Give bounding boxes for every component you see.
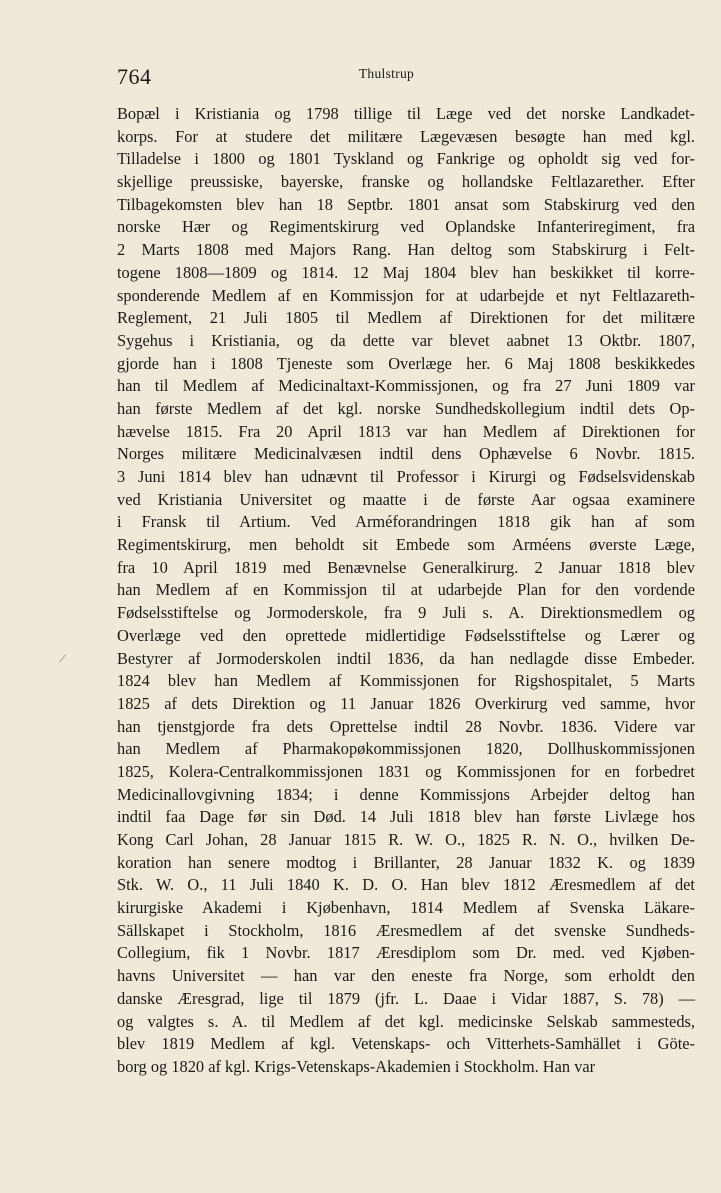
text-line: Bestyrer af Jormoderskolen indtil 1836, da han nedlagde disse Embeder. [117,648,695,668]
text-line: Reglement, 21 Juli 1805 til Medlem af Direktionen for det militære [117,308,695,328]
text-line: korps. For at studere det militære Lægevæsen besøgte han med kgl. [117,126,695,146]
text-line: han til Medlem af Medicinaltaxt-Kommissjonen, og fra 27 Juni 1809 var [117,376,695,396]
text-line: Regimentskirurg, men beholdt sit Embede som Arméens øverste Læge, [117,535,695,555]
text-line: han tjenstgjorde fra dets Oprettelse indtil 28 Novbr. 1836. Videre var [117,716,695,736]
text-line: sponderende Medlem af en Kommissjon for at udarbejde et nyt Feltlazareth- [117,285,695,305]
text-line: norske Hær og Regimentskirurg ved Oplandske Infanteriregiment, fra [117,217,695,237]
text-line: han første Medlem af det kgl. norske Sundhedskollegium indtil dets Op- [117,398,695,418]
text-line: han Medlem af Pharmakopøkommissjonen 1820, Dollhuskommissjonen [117,739,695,759]
text-line: Bopæl i Kristiania og 1798 tillige til Læge ved det norske Landkadet- [117,104,695,123]
text-line: 1825, Kolera-Centralkommissjonen 1831 og Kommissjonen for en forbedret [117,761,695,781]
text-line: 1824 blev han Medlem af Kommissjonen for Rigshospitalet, 5 Marts [117,671,695,691]
text-line: og valgtes s. A. til Medlem af det kgl. medicinske Selskab sammesteds, [117,1011,695,1031]
text-line: hævelse 1815. Fra 20 April 1813 var han Medlem af Direktionen for [117,421,695,441]
text-line: 2 Marts 1808 med Majors Rang. Han deltog som Stabskirurg i Felt- [117,240,695,260]
text-line: skjellige preussiske, bayerske, franske og hollandske Feltlazarether. Efter [117,172,695,192]
text-line: 3 Juni 1814 blev han udnævnt til Professor i Kirurgi og Fødselsvidenskab [117,467,695,486]
page-number: 764 [117,64,152,89]
text-line: Collegium, fik 1 Novbr. 1817 Æresdiplom som Dr. med. ved Kjøben- [117,943,695,963]
text-line: gjorde han i 1808 Tjeneste som Overlæge her. 6 Maj 1808 beskikkedes [117,353,695,373]
text-line: koration han senere modtog i Brillanter, 28 Januar 1832 K. og 1839 [117,852,695,872]
text-line: blev 1819 Medlem af kgl. Vetenskaps- och Vitterhets-Samhället i Göte- [117,1034,695,1054]
text-line: Norges militære Medicinalvæsen indtil dens Ophævelse 6 Novbr. 1815. [117,444,695,464]
text-line: togene 1808—1809 og 1814. 12 Maj 1804 blev han beskikket til korre- [117,262,695,282]
text-line: Medicinallovgivning 1834; i denne Kommissjons Arbejder deltog han [117,784,695,804]
text-line: Sygehus i Kristiania, og da dette var blevet aabnet 13 Oktbr. 1807, [117,330,695,350]
text-line: Sällskapet i Stockholm, 1816 Æresmedlem af det svenske Sundheds- [117,920,695,940]
body-text [117,103,695,1079]
stray-pencil-mark: / [57,651,67,668]
text-line: Tilladelse i 1800 og 1801 Tyskland og Fankrige og opholdt sig ved for- [117,149,695,169]
running-head: Thulstrup [358,66,415,81]
text-line: 1825 af dets Direktion og 11 Januar 1826 Overkirurg ved samme, hvor [117,693,695,713]
text-line: Tilbagekomsten blev han 18 Septbr. 1801 ansat som Stabskirurg ved den [117,194,695,214]
text-line: ved Kristiania Universitet og maatte i de første Aar ogsaa examinere [117,489,695,509]
text-line: havns Universitet — han var den eneste fra Norge, som erholdt den [117,966,695,986]
text-line: han Medlem af en Kommissjon til at udarbejde Plan for den vordende [117,580,695,600]
text-line: Stk. W. O., 11 Juli 1840 K. D. O. Han blev 1812 Æresmedlem af det [117,875,695,895]
text-line: kirurgiske Akademi i Kjøbenhavn, 1814 Medlem af Svenska Läkare- [117,898,695,918]
text-line: danske Æresgrad, lige til 1879 (jfr. L. Daae i Vidar 1887, S. 78) — [117,988,695,1008]
text-line: Overlæge ved den oprettede midlertidige Fødselsstiftelse og Lærer og [117,625,695,645]
text-line: fra 10 April 1819 med Benævnelse Generalkirurg. 2 Januar 1818 blev [117,557,695,577]
text-line: i Fransk til Artium. Ved Arméforandringen 1818 gik han af som [117,512,695,532]
text-line: borg og 1820 af kgl. Krigs-Vetenskaps-Akademien i Stockholm. Han var [117,1056,596,1076]
text-line: indtil faa Dage før sin Død. 14 Juli 1818 blev han første Livlæge hos [117,807,695,827]
text-line: Kong Carl Johan, 28 Januar 1815 R. W. O., 1825 R. N. O., hvilken De- [117,830,695,849]
text-line: Fødselsstiftelse og Jormoderskole, fra 9 Juli s. A. Direktionsmedlem og [117,603,695,623]
